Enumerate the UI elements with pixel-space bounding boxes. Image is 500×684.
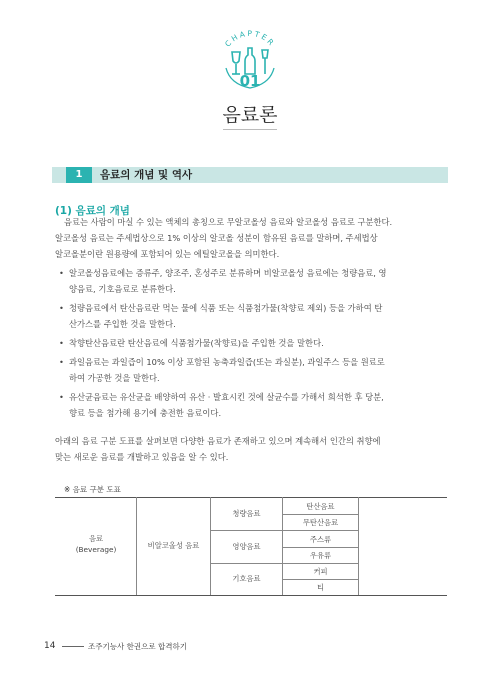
page-number: 14 [44, 641, 56, 651]
table-item: 티 [316, 583, 325, 592]
bullet-2-line-1: 청량음료에서 탄산음료란 먹는 물에 식품 또는 식품첨가물(착향료 제외) 등을 가하여 탄 [69, 303, 383, 313]
table-item: 주스류 [309, 535, 332, 544]
table-root-sublabel: (Beverage) [75, 545, 117, 554]
table-item: 무탄산음료 [302, 518, 339, 527]
bullet-marker: • [59, 392, 64, 402]
chapter-title: 음료론 [222, 104, 278, 126]
table-note: ※ 음료 구분 도표 [64, 485, 121, 494]
chapter-badge [212, 28, 288, 92]
bullet-5-line-2: 향료 등을 첨가해 용기에 충전한 음료이다. [69, 408, 222, 418]
table-item-divider [282, 579, 358, 580]
table-item-divider [282, 547, 358, 548]
intro-line-3: 알코올분이란 원용량에 포함되어 있는 에틸알코올을 의미한다. [55, 249, 280, 259]
bullet-1-line-2: 양음료, 기호음료로 분류한다. [69, 284, 176, 294]
intro-line-2: 알코올성 음료는 주세법상으로 1% 이상의 알코올 성분이 함유된 음료를 말하며, 주세법상 [55, 233, 378, 243]
bullet-3-line-1: 착향탄산음료란 탄산음료에 식품첨가물(착향료)을 주입한 것을 말한다. [69, 338, 324, 348]
table-top-rule [55, 497, 447, 498]
table-group-label: 영양음료 [232, 542, 261, 551]
bullet-4-line-1: 과일음료는 과일즙이 10% 이상 포함된 농축과일즙(또는 과실분), 과일주스 등을 원료로 [69, 357, 385, 367]
table-item: 커피 [313, 567, 328, 576]
table-item: 탄산음료 [306, 502, 335, 511]
bullet-marker: • [59, 338, 64, 348]
section-title: 음료의 개념 및 역사 [100, 169, 193, 181]
table-bottom-rule [55, 595, 447, 596]
bullet-1-line-1: 알코올성음료에는 증류주, 양조주, 혼성주로 분류하며 비알코올성 음료에는 청량음료, 영 [69, 268, 387, 278]
chapter-badge-icon [212, 28, 288, 92]
bullet-5-line-1: 유산균음료는 유산균을 배양하여 유산 · 발효시킨 것에 살균수를 가해서 희석한 후 당분, [69, 392, 384, 402]
bullet-marker: • [59, 357, 64, 367]
table-group-divider [210, 530, 358, 531]
table-group-label: 청량음료 [232, 509, 261, 518]
chapter-number: 01 [239, 72, 261, 90]
table-group-divider [210, 563, 358, 564]
table-root-label: 음료 [88, 534, 104, 543]
bullet-marker: • [59, 268, 64, 278]
chapter-label: CHAPTER [223, 28, 277, 49]
chapter-title-rule [223, 129, 277, 130]
table-item-divider [282, 514, 358, 515]
table-level1-label: 비알코올성 음료 [147, 541, 200, 550]
bullet-4-line-2: 하여 가공한 것을 말한다. [69, 373, 160, 383]
table-item: 우유류 [309, 551, 332, 560]
subsection-title: (1) 음료의 개념 [55, 205, 130, 217]
closing-line-1: 아래의 음료 구분 도표를 살펴보면 다양한 음료가 존재하고 있으며 계속해서 인간의 취향에 [55, 436, 381, 446]
table-group-label: 기호음료 [232, 574, 261, 583]
footer-book-title: 조주기능사 한권으로 합격하기 [88, 642, 187, 651]
bullet-2-line-2: 산가스를 주입한 것을 말한다. [69, 319, 176, 329]
closing-line-2: 맞는 새로운 음료를 개발하고 있음을 알 수 있다. [55, 452, 229, 462]
bullet-marker: • [59, 303, 64, 313]
footer-rule [62, 646, 84, 647]
section-number: 1 [66, 167, 92, 183]
intro-line-1: 음료는 사람이 마실 수 있는 액체의 총칭으로 무알코올성 음료와 알코올성 음료로 구분한다. [64, 217, 393, 227]
table-divider [358, 497, 359, 595]
